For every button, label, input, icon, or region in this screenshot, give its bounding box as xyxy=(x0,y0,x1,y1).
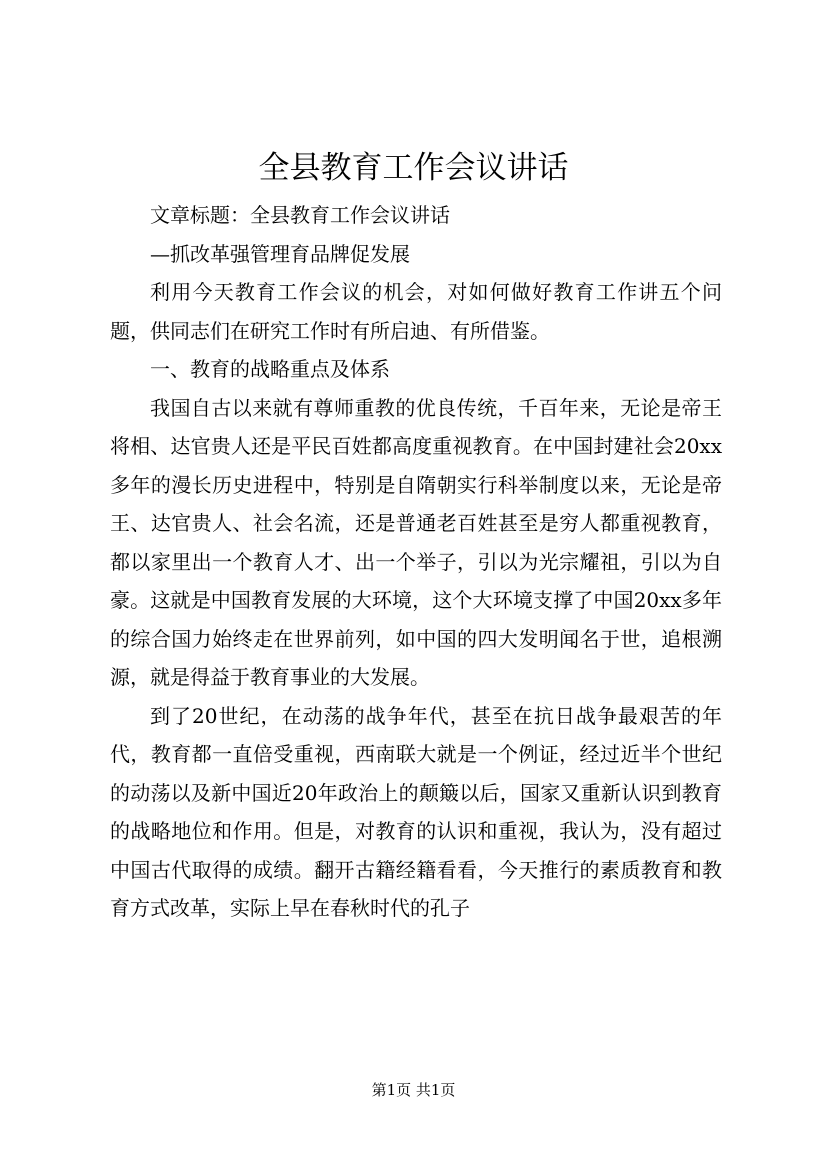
body-paragraph: 我国自古以来就有尊师重教的优良传统，千百年来，无论是帝王将相、达官贵人还是平民百姓都高度重视教育。在中国封建社会20xx多年的漫长历史进程中，特别是自隋朝实行科举制度以来，无论是帝王、达官贵人、社会名流，还是普通老百姓甚至是穷人都重视教育，都以家里出一个教育人才、出一个举子，引以为光宗耀祖，引以为自豪。这就是中国教育发展的大环境，这个大环境支撑了中国20xx多年的综合国力始终走在世界前列，如中国的四大发明闻名于世，追根溯源，就是得益于教育事业的大发展。 xyxy=(110,395,722,689)
document-title: 全县教育工作会议讲话 xyxy=(258,150,569,186)
article-title-line: 文章标题：全县教育工作会议讲话 xyxy=(150,203,450,227)
document-body xyxy=(110,196,722,928)
section-heading: 一、教育的战略重点及体系 xyxy=(150,357,390,381)
subtitle-line: —抓改革强管理育品牌促发展 xyxy=(150,241,410,266)
body-paragraph: 到了20世纪，在动荡的战争年代，甚至在抗日战争最艰苦的年代，教育都一直倍受重视，西南联大就是一个例证，经过近半个世纪的动荡以及新中国近20年政治上的颠簸以后，国家又重新认识到教育的战略地位和作用。但是，对教育的认识和重视，我认为，没有超过中国古代取得的成绩。翻开古籍经籍看看，今天推行的素质教育和教育方式改革，实际上早在春秋时代的孔子 xyxy=(110,703,722,920)
page-footer: 第1页 共1页 xyxy=(371,1081,456,1099)
intro-paragraph: 利用今天教育工作会议的机会，对如何做好教育工作讲五个问题，供同志们在研究工作时有所启迪、有所借鉴。 xyxy=(110,280,722,343)
